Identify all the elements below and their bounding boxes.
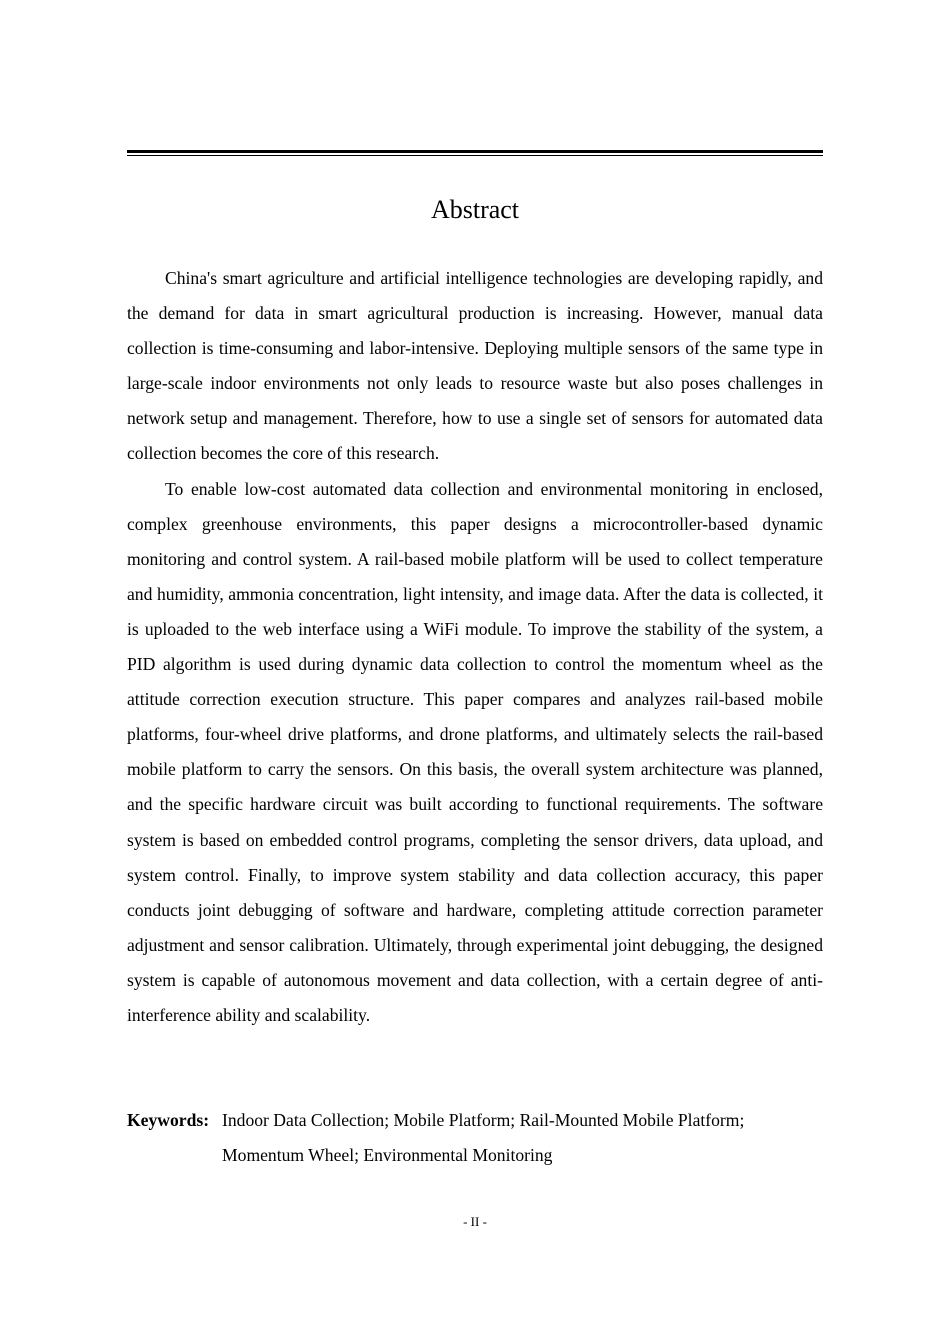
keywords-line-1 — [127, 1103, 823, 1138]
abstract-body — [127, 261, 823, 1033]
keywords-line-2 — [127, 1138, 823, 1173]
page-number: - II - — [463, 1214, 487, 1229]
keywords-block — [127, 1103, 823, 1173]
abstract-paragraph-2: To enable low-cost automated data collection and environmental monitoring in enclosed, complex greenhouse environments, this paper designs a microcontroller-based dynamic monitoring and control system. A rail-based mobile platform will be used to collect temperature and humidity, ammonia concentration, light intensity, and image data. After the data is collected, it is uploaded to the web interface using a WiFi module. To improve the stability of the system, a PID algorithm is used during dynamic data collection to control the momentum wheel as the attitude correction execution structure. This paper compares and analyzes rail-based mobile platforms, four-wheel drive platforms, and drone platforms, and ultimately selects the rail-based mobile platform to carry the sensors. On this basis, the overall system architecture was planned, and the specific hardware circuit was built according to functional requirements. The software system is based on embedded control programs, completing the sensor drivers, data upload, and system control. Finally, to improve system stability and data collection accuracy, this paper conducts joint debugging of software and hardware, completing attitude correction parameter adjustment and sensor calibration. Ultimately, through experimental joint debugging, the designed system is capable of autonomous movement and data collection, with a certain degree of anti-interference ability and scalability. — [127, 478, 823, 1025]
section-title: Abstract — [430, 195, 520, 224]
header-rule-thin-line — [127, 155, 823, 156]
header-double-rule — [127, 150, 823, 156]
keywords-label: Keywords: — [127, 1110, 210, 1130]
keywords-value-line-2: Momentum Wheel; Environmental Monitoring — [222, 1145, 553, 1165]
header-rule-thick-line — [127, 150, 823, 153]
keywords-label-spacer — [127, 1138, 222, 1173]
keywords-value-line-1: Indoor Data Collection; Mobile Platform; Rail-Mounted Mobile Platform; — [222, 1110, 745, 1130]
abstract-paragraph-1: China's smart agriculture and artificial intelligence technologies are developing rapidly, and the demand for data in smart agricultural production is increasing. However, manual data collection is time-consuming and labor-intensive. Deploying multiple sensors of the same type in large-scale indoor environments not only leads to resource waste but also poses challenges in network setup and management. Therefore, how to use a single set of sensors for automated data collection becomes the core of this research. — [127, 268, 823, 464]
